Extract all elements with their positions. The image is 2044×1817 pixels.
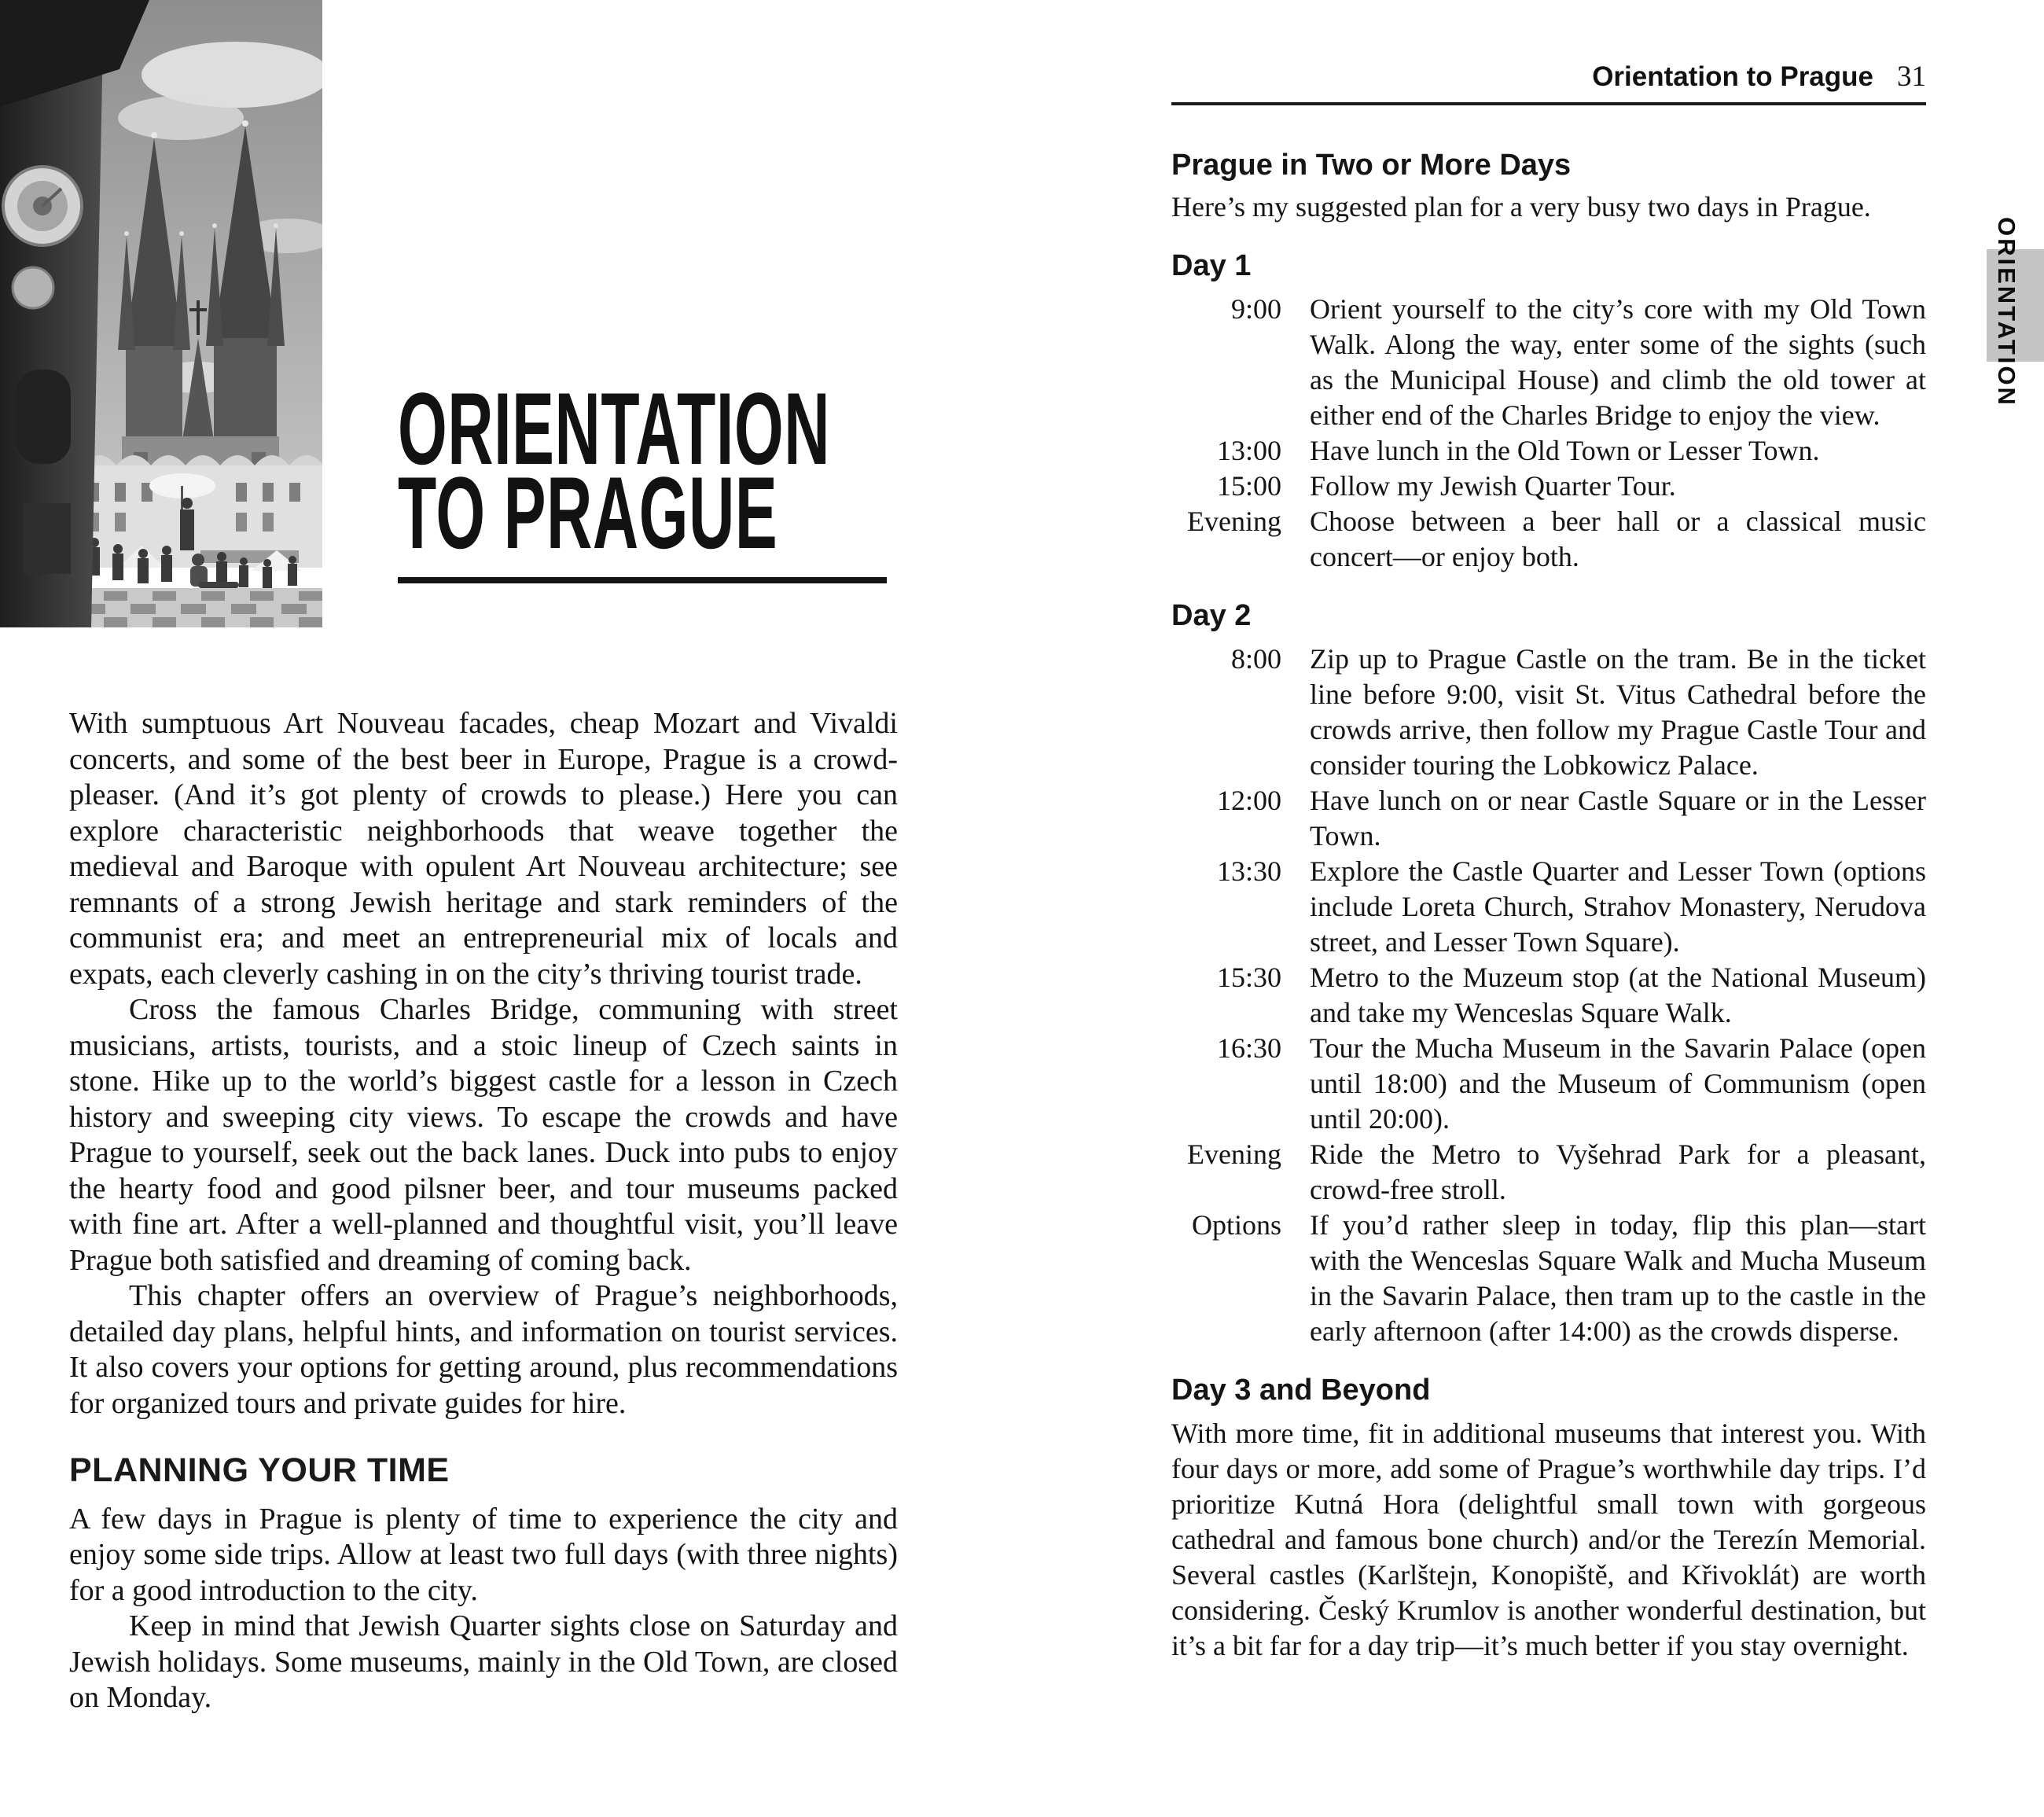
planning-paragraphs: [69, 1502, 898, 1716]
running-head: Orientation to Prague: [1592, 61, 1873, 92]
chapter-title-rule: [398, 577, 887, 583]
schedule-row: [1171, 1208, 1926, 1349]
schedule-time: 15:00: [1216, 470, 1281, 502]
schedule-time: 13:00: [1216, 435, 1281, 466]
body-paragraph: A few days in Prague is plenty of time to experience the city and enjoy some side trips. Allow at least two full days (with three nights) for a good introduction to the city.: [69, 1502, 898, 1607]
day-heading: Day 2: [1171, 599, 1252, 632]
schedule-text: Follow my Jewish Quarter Tour.: [1310, 470, 1676, 502]
day-plans: [1171, 248, 1926, 1349]
page-header: [1171, 60, 1926, 94]
right-page-body: [1171, 148, 1926, 1664]
schedule-text: Tour the Mucha Museum in the Savarin Palace (open until 18:00) and the Museum of Communism (open until 20:00).: [1310, 1032, 1926, 1135]
schedule-row: [1171, 469, 1926, 504]
schedule-text: Orient yourself to the city’s core with my Old Town Walk. Along the way, enter some of the sights (such as the Municipal House) and climb the old tower at either end of the Charles Bridge to enjoy the view.: [1310, 293, 1926, 431]
schedule-text: Metro to the Muzeum stop (at the National Museum) and take my Wenceslas Square Walk.: [1310, 962, 1926, 1028]
right-page: [1171, 0, 1926, 1817]
chapter-title-line1: ORIENTATION: [398, 371, 831, 486]
schedule-text: Explore the Castle Quarter and Lesser Town (options include Loreta Church, Strahov Monastery, Nerudova street, and Lesser Town Square).: [1310, 855, 1926, 958]
schedule-time: Evening: [1187, 506, 1281, 537]
chapter-title: [398, 371, 831, 570]
schedule-row: [1171, 433, 1926, 469]
schedule-time: 16:30: [1216, 1032, 1281, 1064]
schedule-row: [1171, 1031, 1926, 1137]
schedule-time: 9:00: [1230, 293, 1281, 325]
day3-text: With more time, fit in additional museums that interest you. With four days or more, add some of Prague’s worthwhile day trips. I’d prioritize Kutná Hora (delightful small town with gorgeous cathedral and famous bone church) and/or the Terezín Memorial. Several castles (Karlštejn, Konopiště, and Křivoklát) are worth considering. Český Krumlov is another wonderful destination, but it’s a bit far for a day trip—it’s much better if you stay overnight.: [1171, 1418, 1926, 1661]
schedule-time: 12:00: [1216, 785, 1281, 816]
chapter-title-line2: TO PRAGUE: [398, 455, 778, 570]
schedule-row: [1171, 642, 1926, 783]
intro-paragraphs: [69, 706, 898, 1422]
day3-heading: Day 3 and Beyond: [1171, 1374, 1431, 1407]
schedule-time: 13:30: [1216, 855, 1281, 887]
schedule-time: Options: [1191, 1209, 1281, 1241]
schedule-row: [1171, 292, 1926, 433]
body-paragraph: Keep in mind that Jewish Quarter sights close on Saturday and Jewish holidays. Some museums, mainly in the Old Town, are closed on Monday.: [69, 1609, 898, 1714]
schedule-time: 15:30: [1216, 962, 1281, 993]
schedule-row: [1171, 854, 1926, 960]
schedule-text: Have lunch in the Old Town or Lesser Town.: [1310, 435, 1820, 466]
schedule-text: Have lunch on or near Castle Square or in the Lesser Town.: [1310, 785, 1926, 851]
schedule-text: Zip up to Prague Castle on the tram. Be in the ticket line before 9:00, visit St. Vitus Cathedral before the crowds arrive, then follow my Prague Castle Tour and consider touring the Lobkowicz Palace.: [1310, 643, 1926, 781]
schedule-row: [1171, 504, 1926, 575]
section-tab-label: ORIENTATION: [1993, 217, 2020, 407]
page-number: 31: [1897, 61, 1926, 93]
planning-your-time-heading: PLANNING YOUR TIME: [69, 1451, 450, 1489]
left-page-body: [69, 706, 898, 1716]
schedule-text: Choose between a beer hall or a classical music concert—or enjoy both.: [1310, 506, 1926, 572]
body-paragraph: Cross the famous Charles Bridge, communing with street musicians, artists, tourists, and a stoic lineup of Czech saints in stone. Hike up to the world’s biggest castle for a lesson in Czech history and sweeping city views. To escape the crowds and have Prague to yourself, seek out the back lanes. Duck into pubs to enjoy the hearty food and good pilsner beer, and tour museums packed with fine art. After a well-planned and thoughtful visit, you’ll leave Prague both satisfied and dreaming of coming back.: [69, 993, 898, 1277]
two-days-intro: Here’s my suggested plan for a very busy two days in Prague.: [1171, 191, 1871, 223]
schedule-time: Evening: [1187, 1138, 1281, 1170]
schedule-text: If you’d rather sleep in today, flip this plan—start with the Wenceslas Square Walk and Mucha Museum in the Savarin Palace, then tram up to the castle in the early afternoon (after 14:00) as the crowds disperse.: [1310, 1209, 1926, 1347]
prague-photo-illustration: [0, 0, 322, 627]
schedule-row: [1171, 1137, 1926, 1208]
prague-old-town-square-photo: [0, 0, 322, 627]
header-rule: [1171, 102, 1926, 105]
schedule-row: [1171, 783, 1926, 854]
two-days-heading: Prague in Two or More Days: [1171, 149, 1572, 182]
body-paragraph: This chapter offers an overview of Prague’s neighborhoods, detailed day plans, helpful hints, and information on tourist services. It also covers your options for getting around, plus recommendations for organized tours and private guides for hire.: [69, 1279, 898, 1420]
schedule-text: Ride the Metro to Vyšehrad Park for a pleasant, crowd-free stroll.: [1310, 1138, 1926, 1205]
body-paragraph: With sumptuous Art Nouveau facades, cheap Mozart and Vivaldi concerts, and some of the best beer in Europe, Prague is a crowd-pleaser. (And it’s got plenty of crowds to please.) Here you can explore characteristic neighborhoods that weave together the medieval and Baroque with opulent Art Nouveau architecture; see remnants of a strong Jewish heritage and stark reminders of the communist era; and meet an entrepreneurial mix of locals and expats, each cleverly cashing in on the city’s thriving tourist trade.: [69, 707, 898, 991]
day-heading: Day 1: [1171, 249, 1252, 282]
schedule-row: [1171, 960, 1926, 1031]
schedule-time: 8:00: [1230, 643, 1281, 675]
